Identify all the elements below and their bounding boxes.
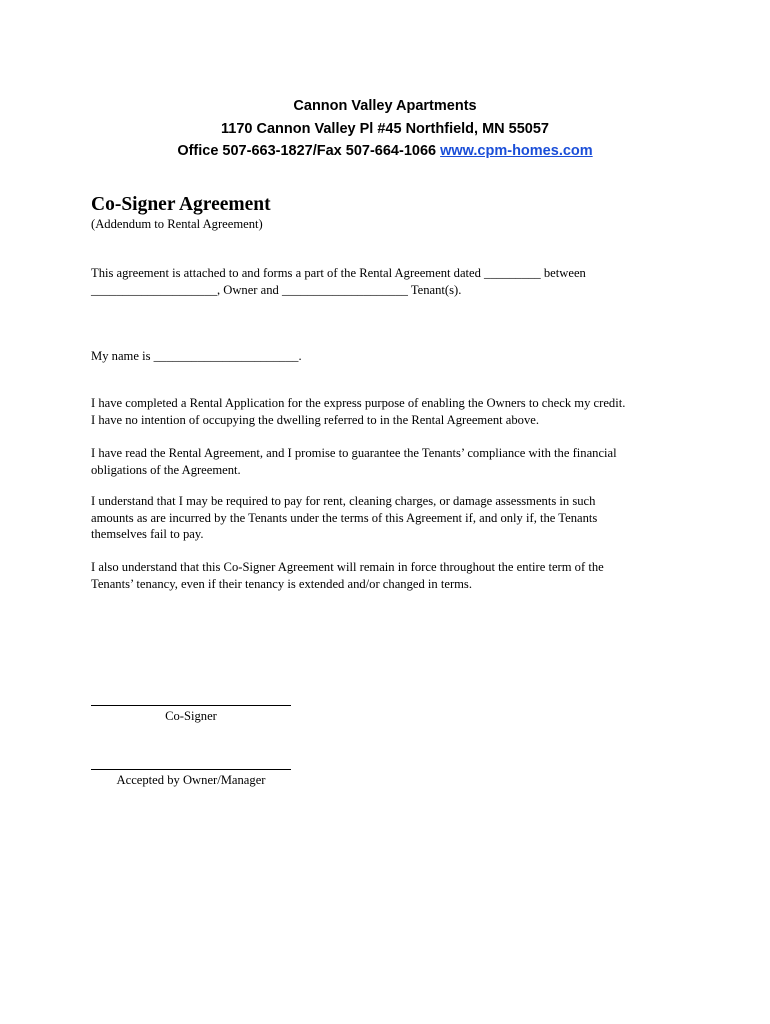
paragraph-line: I have read the Rental Agreement, and I promise to guarantee the Tenants’ compliance with the financial	[91, 446, 617, 460]
owner-label: Accepted by Owner/Manager	[116, 773, 266, 787]
name-line: My name is _______________________.	[91, 349, 302, 363]
letterhead	[0, 95, 770, 163]
intro-line: This agreement is attached to and forms a part of the Rental Agreement dated _________ between	[91, 266, 586, 280]
paragraph-line: themselves fail to pay.	[91, 527, 204, 541]
paragraph-term	[91, 559, 691, 592]
owner-signature-line	[91, 769, 291, 770]
paragraph-line: Tenants’ tenancy, even if their tenancy is extended and/or changed in terms.	[91, 576, 472, 591]
phone-fax: Office 507-663-1827/Fax 507-664-1066	[177, 143, 441, 159]
subtitle-text: (Addendum to Rental Agreement)	[91, 217, 263, 231]
paragraph-line: obligations of the Agreement.	[91, 462, 241, 477]
paragraph-line: amounts as are incurred by the Tenants under the terms of this Agreement if, and only if, the Tenants	[91, 510, 598, 525]
website-link[interactable]: www.cpm-homes.com	[440, 143, 593, 159]
intro-paragraph	[91, 265, 691, 298]
paragraph-rental-application	[91, 395, 691, 428]
paragraph-line: I have no intention of occupying the dwelling referred to in the Rental Agreement above.	[91, 412, 539, 427]
company-name: Cannon Valley Apartments	[293, 98, 477, 114]
cosigner-label: Co-Signer	[165, 709, 217, 723]
contact-line	[0, 140, 770, 163]
paragraph-line: I have completed a Rental Application for the express purpose of enabling the Owners to check my credit.	[91, 396, 626, 410]
paragraph-line: I understand that I may be required to pay for rent, cleaning charges, or damage assessments in such	[91, 494, 596, 508]
company-address: 1170 Cannon Valley Pl #45 Northfield, MN 55057	[221, 120, 549, 137]
document-title: Co-Signer Agreement	[91, 194, 271, 215]
paragraph-guarantee	[91, 445, 691, 478]
name-paragraph	[91, 348, 691, 365]
intro-line: ____________________, Owner and ____________________ Tenant(s).	[91, 282, 462, 297]
cosigner-signature-line	[91, 705, 291, 706]
paragraph-line: I also understand that this Co-Signer Agreement will remain in force throughout the entire term of the	[91, 560, 604, 574]
document-subtitle	[91, 216, 691, 233]
paragraph-liability	[91, 493, 691, 543]
